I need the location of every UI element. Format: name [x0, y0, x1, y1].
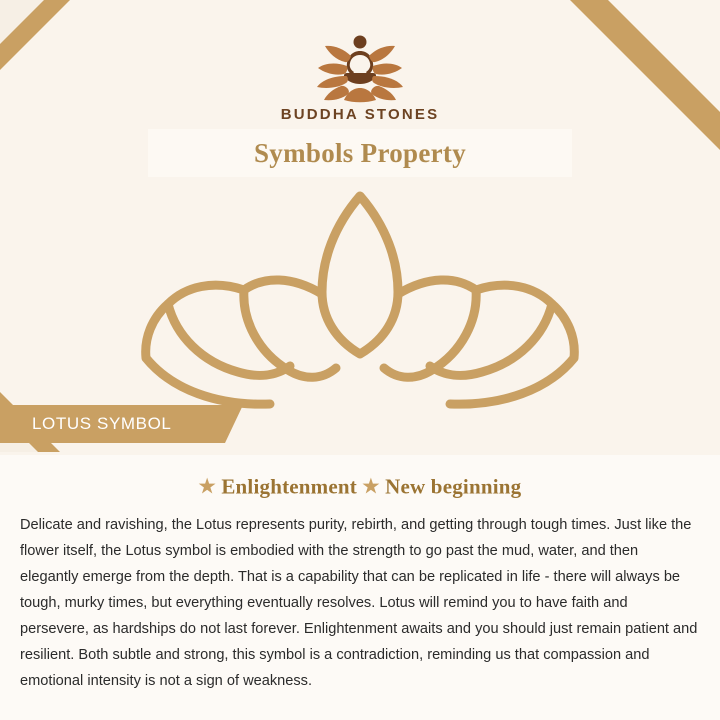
lotus-illustration: [0, 182, 720, 417]
description-panel: [0, 455, 720, 720]
headline-part-one: Enlightenment: [221, 474, 357, 499]
page-title: Symbols Property: [253, 137, 467, 168]
star-icon-left: ★: [198, 476, 216, 498]
headline: [20, 473, 700, 500]
star-icon-middle: ★: [362, 476, 380, 498]
lotus-symbol-label: [0, 405, 225, 443]
lotus-symbol-label-text: LOTUS SYMBOL: [32, 414, 172, 433]
brand-name: BUDDHA STONES: [280, 106, 440, 123]
headline-part-two: New beginning: [385, 474, 522, 499]
lotus-meditation-figure-icon: [285, 26, 435, 104]
brand-logo: [0, 26, 720, 123]
title-band: [148, 129, 572, 177]
large-lotus-flower-icon: [140, 182, 580, 412]
body-paragraph: Delicate and ravishing, the Lotus represents purity, rebirth, and getting through tough times. Just like the flower itself, the Lotus symbol is embodied with the strength to go past the mud, water, and then elegantly emerge from the depth. That is a capability that can be replicated in life - there will always be tough, murky times, but everything eventually resolves. Lotus will remind you to have faith and persevere, as hardships do not last forever. Enlightenment awaits and you should just remain patient and resilient. Both subtle and strong, this symbol is a contradiction, reminding us that compassion and emotional intensity is not a sign of weakness.: [20, 516, 698, 689]
